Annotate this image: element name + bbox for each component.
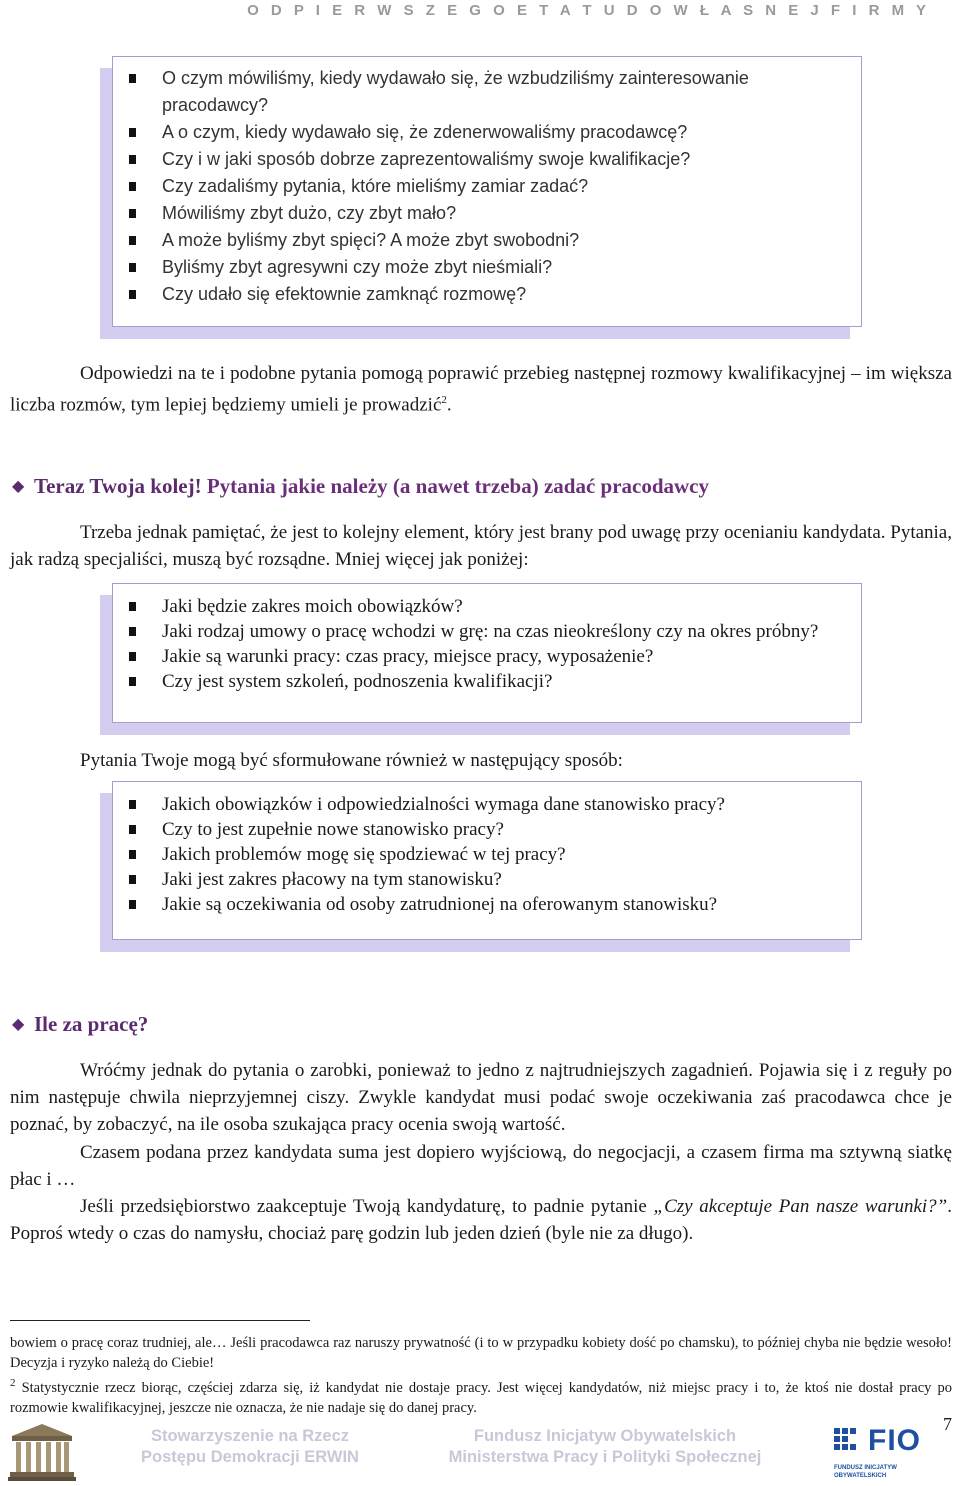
question-box-reflection	[112, 56, 862, 327]
section-heading-salary: ◆ Ile za pracę?	[12, 1012, 149, 1036]
list-item: Czy jest system szkoleń, podnoszenia kwalifikacji?	[113, 669, 861, 694]
list-item: A o czym, kiedy wydawało się, że zdenerwowaliśmy pracodawcę?	[113, 119, 861, 146]
footer-org-left: Stowarzyszenie na Rzecz Postępu Demokracji ERWIN	[141, 1427, 359, 1466]
page-footer	[0, 1414, 960, 1486]
section-heading-your-turn: ◆ Teraz Twoja kolej! Pytania jakie należy (a nawet trzeba) zadać pracodawcy	[12, 474, 709, 498]
footnote-continuation: bowiem o pracę coraz trudniej, ale… Jeśli pracodawca raz naruszy prywatność (i to w przypadku kobiety dość po chamsku), to później chyba nie będzie wesoło! Decyzja i ryzyko należą do Ciebie!	[10, 1335, 952, 1371]
list-item: Jakich problemów mogę się spodziewać w tej pracy?	[113, 842, 861, 867]
list-item: Jaki jest zakres płacowy na tym stanowisku?	[113, 867, 861, 892]
running-header: O D P I E R W S Z E G O E T A T U D O W Ł A S N E J F I R M Y	[247, 2, 930, 19]
paragraph-answers: Odpowiedzi na te i podobne pytania pomogą poprawić przebieg następnej rozmowy kwalifikacyjnej – im większa liczba rozmów, tym lepiej będziemy umieli je prowadzić$^2$.	[10, 363, 952, 416]
diamond-bullet-icon: ◆	[12, 1016, 25, 1033]
list-item: Jaki rodzaj umowy o pracę wchodzi w grę: na czas nieokreślony czy na okres próbny?	[113, 619, 861, 644]
list-item: Jakich obowiązków i odpowiedzialności wymaga dane stanowisko pracy?	[113, 792, 861, 817]
question-box-employer	[112, 583, 862, 723]
list-item: Jakie są oczekiwania od osoby zatrudnionej na oferowanym stanowisku?	[113, 892, 861, 917]
paragraph-salary-1: Wróćmy jednak do pytania o zarobki, ponieważ to jedno z najtrudniejszych zagadnień. Pojawia się i z reguły po nim następuje chwila nieprzyjemnej ciszy. Zwykle kandydat musi podać swoje oczekiwania zaś pracodawca chce je poznać, by zobaczyć, na ile osoba szukająca pracy ocenia swoją wartość.	[10, 1060, 952, 1135]
footer-org-right: Fundusz Inicjatyw Obywatelskich Ministerstwa Pracy i Polityki Społecznej	[448, 1427, 762, 1466]
footnote-2: $^2$ Statystycznie rzecz biorąc, częściej zdarza się, iż kandydat nie dostaje pracy. Jest więcej kandydatów, niż miejsc pracy i to, że ktoś nie dostał pracy po rozmowie kwalifikacyjnej, jeszcze nie oznacza, że nie nadaje się do danej pracy.	[10, 1377, 952, 1416]
page-number: 7	[943, 1414, 952, 1434]
list-item: Czy zadaliśmy pytania, które mieliśmy zamiar zadać?	[113, 173, 861, 200]
question-box-alternative	[112, 781, 862, 940]
fio-logo-icon: FIO FUNDUSZ INICJATYW OBYWATELSKICH	[834, 1424, 921, 1479]
paragraph-salary-2: Czasem podana przez kandydata suma jest dopiero wyjściową, do negocjacji, a czasem firma ma sztywną siatkę płac i …	[10, 1142, 952, 1190]
list-item: O czym mówiliśmy, kiedy wydawało się, że wzbudziliśmy zainteresowanie pracodawcy?	[113, 65, 861, 119]
list-item: Jakie są warunki pracy: czas pracy, miejsce pracy, wyposażenie?	[113, 644, 861, 669]
paragraph-questions-intro: Trzeba jednak pamiętać, że jest to kolejny element, który jest brany pod uwagę przy ocenianiu kandydata. Pytania, jak radzą specjaliści, muszą być rozsądne. Mniej więcej jak poniżej:	[10, 522, 952, 570]
paragraph-salary-3: Jeśli przedsiębiorstwo zaakceptuje Twoją kandydaturę, to padnie pytanie „Czy akceptuje Pan nasze warunki?”. Poproś wtedy o czas do namysłu, chociaż parę godzin lub jeden dzień (byle nie za długo).	[10, 1196, 952, 1244]
list-item: Czy i w jaki sposób dobrze zaprezentowaliśmy swoje kwalifikacje?	[113, 146, 861, 173]
temple-logo-icon	[8, 1422, 76, 1482]
paragraph-alt-questions: Pytania Twoje mogą być sformułowane również w następujący sposób:	[80, 750, 623, 771]
list-item: Czy udało się efektownie zamknąć rozmowę?	[113, 281, 861, 308]
footnote-divider	[10, 1320, 310, 1321]
list-item: A może byliśmy zbyt spięci? A może zbyt swobodni?	[113, 227, 861, 254]
list-item: Byliśmy zbyt agresywni czy może zbyt nieśmiali?	[113, 254, 861, 281]
list-item: Jaki będzie zakres moich obowiązków?	[113, 594, 861, 619]
diamond-bullet-icon: ◆	[12, 478, 25, 495]
list-item: Mówiliśmy zbyt dużo, czy zbyt mało?	[113, 200, 861, 227]
list-item: Czy to jest zupełnie nowe stanowisko pracy?	[113, 817, 861, 842]
